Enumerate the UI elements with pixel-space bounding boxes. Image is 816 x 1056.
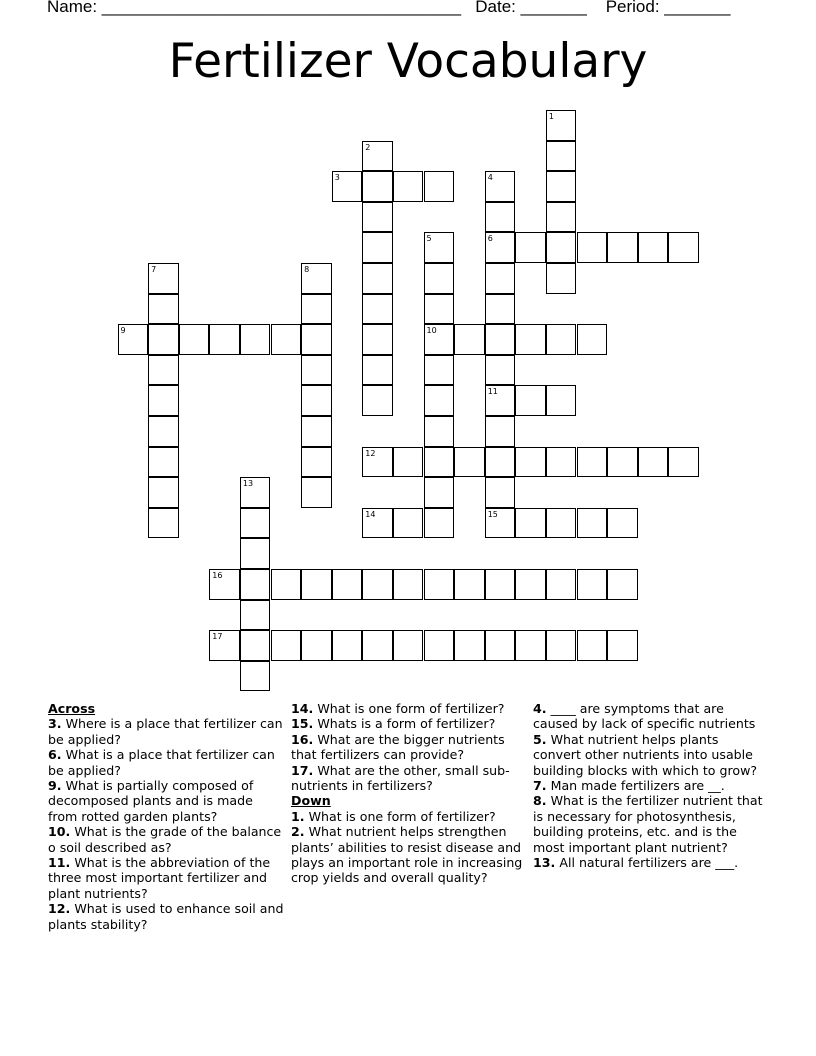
grid-cell[interactable] [362, 355, 393, 386]
grid-cell[interactable] [301, 630, 332, 661]
grid-cell[interactable] [515, 447, 546, 478]
grid-cell[interactable] [240, 538, 271, 569]
grid-cell[interactable] [546, 263, 577, 294]
grid-cell[interactable] [240, 600, 271, 631]
grid-cell[interactable] [301, 477, 332, 508]
grid-cell[interactable] [424, 294, 455, 325]
grid-cell[interactable] [362, 324, 393, 355]
grid-cell[interactable] [209, 630, 240, 661]
grid-cell[interactable] [607, 447, 638, 478]
grid-cell[interactable] [362, 385, 393, 416]
grid-cell[interactable] [546, 324, 577, 355]
period-field[interactable]: Period: _______ [605, 0, 731, 16]
grid-cell[interactable] [148, 263, 179, 294]
grid-cell[interactable] [454, 447, 485, 478]
grid-cell[interactable] [577, 232, 608, 263]
grid-cell[interactable] [485, 630, 516, 661]
clue-across-14: 14. What is one form of fertilizer? [291, 701, 505, 716]
cell-number: 16 [212, 571, 223, 580]
grid-cell[interactable] [362, 141, 393, 172]
grid-cell[interactable] [240, 324, 271, 355]
clues-column-2 [291, 701, 523, 886]
grid-cell[interactable] [148, 294, 179, 325]
grid-cell[interactable] [668, 447, 699, 478]
grid-cell[interactable] [362, 171, 393, 202]
grid-cell[interactable] [546, 447, 577, 478]
grid-cell[interactable] [424, 477, 455, 508]
clue-down-7: 7. Man made fertilizers are __. [533, 778, 725, 794]
clue-down-8: 8. What is the fertilizer nutrient that is necessary for photosynthesis, building proteins, etc. and is the most important plant nutrient? [533, 793, 763, 855]
grid-cell[interactable] [424, 447, 455, 478]
cell-number: 8 [304, 265, 310, 274]
grid-cell[interactable] [424, 508, 455, 539]
grid-cell[interactable] [577, 569, 608, 600]
cell-number: 13 [242, 479, 254, 489]
grid-cell[interactable] [607, 630, 638, 661]
page-title: Fertilizer Vocabulary [168, 34, 648, 89]
grid-cell[interactable] [148, 477, 179, 508]
cell-number: 6 [487, 234, 493, 244]
grid-cell[interactable] [332, 630, 363, 661]
grid-cell[interactable] [240, 630, 271, 661]
clue-across-17: 17. What are the other, small sub-nutrients in fertilizers? [291, 762, 510, 794]
grid-cell[interactable] [638, 447, 669, 478]
grid-cell[interactable] [424, 355, 455, 386]
grid-cell[interactable] [393, 569, 424, 600]
grid-cell[interactable] [485, 416, 516, 447]
grid-cell[interactable] [424, 263, 455, 294]
grid-cell[interactable] [546, 171, 577, 202]
clue-across-6: 6. What is a place that fertilizer can be applied? [48, 747, 275, 778]
cell-number: 3 [334, 173, 340, 183]
grid-cell[interactable] [485, 447, 516, 478]
grid-cell[interactable] [485, 263, 516, 294]
grid-cell[interactable] [577, 630, 608, 661]
grid-cell[interactable] [546, 110, 577, 141]
grid-cell[interactable] [271, 630, 302, 661]
clue-across-15: 15. Whats is a form of fertilizer? [291, 716, 496, 732]
grid-cell[interactable] [485, 569, 516, 600]
grid-cell[interactable] [118, 324, 149, 355]
grid-cell[interactable] [454, 324, 485, 355]
cell-number: 11 [487, 387, 498, 397]
grid-cell[interactable] [424, 416, 455, 447]
grid-cell[interactable] [362, 202, 393, 233]
grid-cell[interactable] [515, 630, 546, 661]
grid-cell[interactable] [515, 569, 546, 600]
grid-cell[interactable] [515, 385, 546, 416]
clue-across-10: 10. What is the grade of the balance o soil described as? [48, 824, 282, 855]
grid-cell[interactable] [209, 324, 240, 355]
grid-cell[interactable] [485, 508, 516, 539]
grid-cell[interactable] [424, 171, 455, 202]
grid-cell[interactable] [485, 171, 516, 202]
grid-cell[interactable] [271, 569, 302, 600]
grid-cell[interactable] [240, 569, 271, 600]
clue-across-11: 11. What is the abbreviation of the three most important fertilizer and plant nutrients? [48, 855, 271, 901]
clue-across-16: 16. What are the bigger nutrients that fertilizers can provide? [291, 731, 505, 763]
clue-down-1: 1. What is one form of fertilizer? [291, 808, 496, 824]
cell-number: 7 [151, 265, 157, 274]
grid-cell[interactable] [577, 508, 608, 539]
grid-cell[interactable] [393, 447, 424, 478]
grid-cell[interactable] [454, 630, 485, 661]
grid-cell[interactable] [240, 477, 271, 508]
grid-cell[interactable] [301, 355, 332, 386]
date-field[interactable]: Date: _______ [475, 0, 587, 16]
grid-cell[interactable] [546, 202, 577, 233]
grid-cell[interactable] [148, 416, 179, 447]
grid-cell[interactable] [607, 232, 638, 263]
grid-cell[interactable] [424, 569, 455, 600]
clue-down-13: 13. All natural fertilizers are ___. [533, 855, 739, 871]
cell-number: 12 [365, 448, 376, 458]
clue-across-9: 9. What is partially composed of decomposed plants and is made from rotted garden plants? [48, 778, 254, 824]
down-clues-column-3 [533, 701, 769, 870]
grid-cell[interactable] [515, 324, 546, 355]
grid-cell[interactable] [362, 569, 393, 600]
grid-cell[interactable] [148, 447, 179, 478]
down-heading: Down [291, 793, 331, 809]
grid-cell[interactable] [546, 569, 577, 600]
grid-cell[interactable] [209, 569, 240, 600]
clue-across-12: 12. What is used to enhance soil and plants stability? [48, 901, 284, 932]
grid-cell[interactable] [148, 508, 179, 539]
across-clues-column-1 [48, 701, 284, 932]
grid-cell[interactable] [362, 263, 393, 294]
grid-cell[interactable] [362, 447, 393, 478]
cell-number: 2 [365, 142, 371, 152]
cell-number: 15 [487, 509, 498, 519]
grid-cell[interactable] [515, 232, 546, 263]
grid-cell[interactable] [362, 508, 393, 539]
grid-cell[interactable] [424, 232, 455, 263]
clue-down-2: 2. What nutrient helps strengthen plants’ abilities to resist disease and plays an important role in increasing crop yields and overall quality? [291, 824, 523, 886]
grid-cell[interactable] [577, 324, 608, 355]
across-heading: Across [48, 701, 96, 716]
grid-cell[interactable] [332, 171, 363, 202]
grid-cell[interactable] [577, 447, 608, 478]
grid-cell[interactable] [271, 324, 302, 355]
name-field[interactable]: Name: ______________________________________ [47, 0, 462, 16]
cell-number: 4 [487, 173, 493, 183]
grid-cell[interactable] [546, 630, 577, 661]
grid-cell[interactable] [515, 508, 546, 539]
grid-cell[interactable] [301, 385, 332, 416]
grid-cell[interactable] [546, 508, 577, 539]
grid-cell[interactable] [301, 569, 332, 600]
grid-cell[interactable] [668, 232, 699, 263]
cell-number: 14 [365, 509, 376, 519]
grid-cell[interactable] [148, 355, 179, 386]
grid-cell[interactable] [485, 477, 516, 508]
grid-cell[interactable] [148, 385, 179, 416]
grid-cell[interactable] [424, 630, 455, 661]
grid-cell[interactable] [332, 569, 363, 600]
cell-number: 1 [548, 112, 554, 121]
grid-cell[interactable] [301, 294, 332, 325]
grid-cell[interactable] [362, 294, 393, 325]
grid-cell[interactable] [424, 324, 455, 355]
grid-cell[interactable] [240, 661, 271, 692]
grid-cell[interactable] [546, 385, 577, 416]
grid-cell[interactable] [546, 141, 577, 172]
grid-cell[interactable] [148, 324, 179, 355]
cell-number: 5 [426, 234, 432, 244]
grid-cell[interactable] [485, 232, 516, 263]
grid-cell[interactable] [301, 447, 332, 478]
grid-cell[interactable] [485, 385, 516, 416]
grid-cell[interactable] [393, 171, 424, 202]
grid-cell[interactable] [607, 569, 638, 600]
grid-cell[interactable] [179, 324, 210, 355]
cell-number: 9 [120, 326, 126, 336]
grid-cell[interactable] [485, 202, 516, 233]
grid-cell[interactable] [546, 232, 577, 263]
grid-cell[interactable] [485, 355, 516, 386]
cell-number: 10 [426, 326, 437, 336]
cell-number: 17 [212, 632, 223, 642]
grid-cell[interactable] [485, 294, 516, 325]
clue-down-4: 4. ____ are symptoms that are caused by lack of specific nutrients [533, 701, 756, 732]
grid-cell[interactable] [454, 569, 485, 600]
grid-cell[interactable] [301, 324, 332, 355]
grid-cell[interactable] [485, 324, 516, 355]
grid-cell[interactable] [301, 263, 332, 294]
clue-across-3: 3. Where is a place that fertilizer can be applied? [48, 716, 283, 747]
grid-cell[interactable] [301, 416, 332, 447]
grid-cell[interactable] [240, 508, 271, 539]
grid-cell[interactable] [362, 630, 393, 661]
grid-cell[interactable] [393, 630, 424, 661]
grid-cell[interactable] [424, 385, 455, 416]
grid-cell[interactable] [362, 232, 393, 263]
clue-down-5: 5. What nutrient helps plants convert other nutrients into usable building blocks with which to grow? [533, 731, 758, 778]
grid-cell[interactable] [638, 232, 669, 263]
grid-cell[interactable] [607, 508, 638, 539]
grid-cell[interactable] [393, 508, 424, 539]
